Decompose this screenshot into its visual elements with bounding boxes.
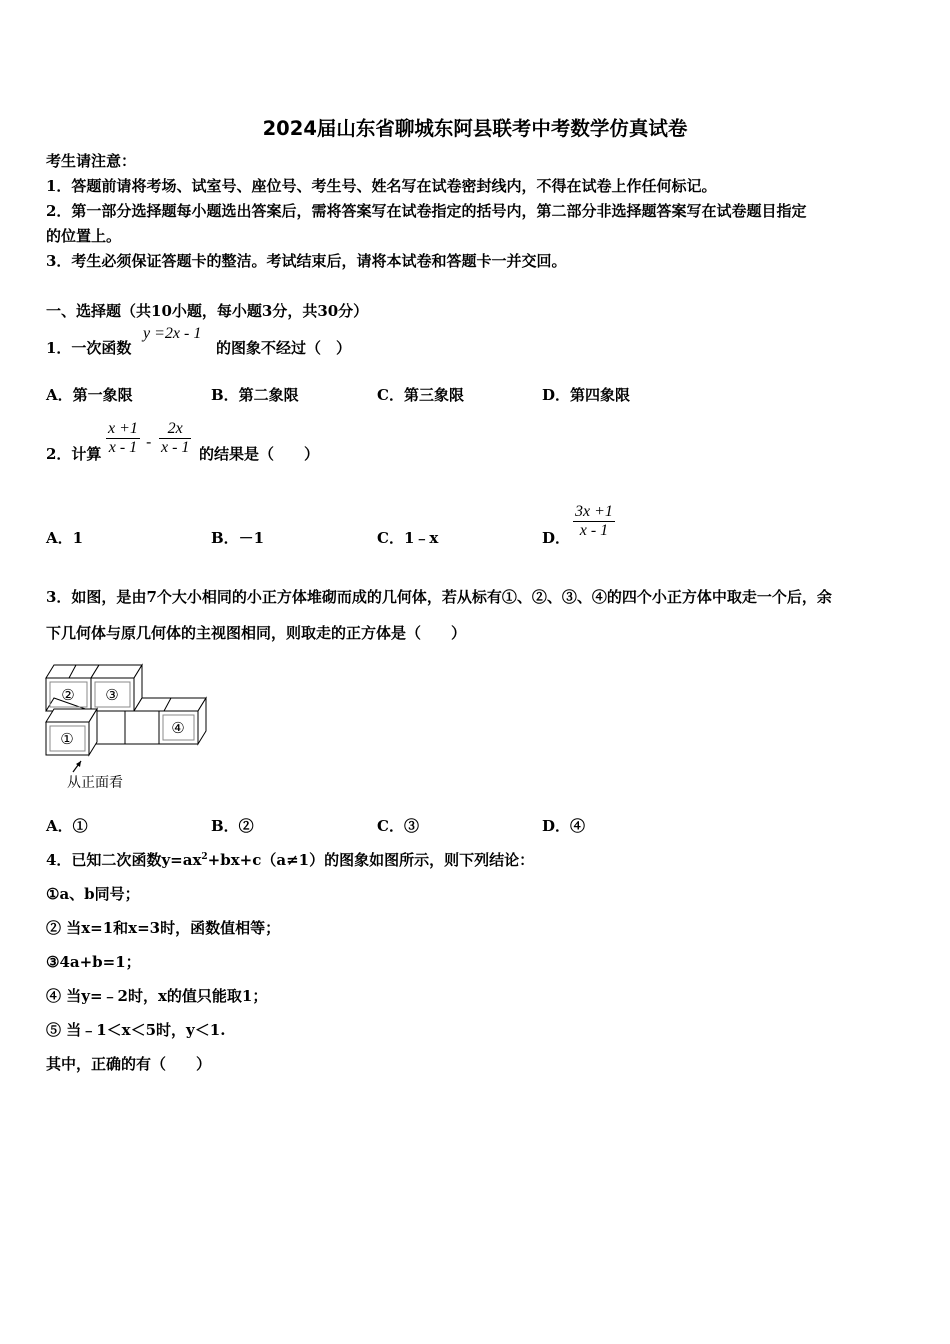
q4-statement-5: ⑤ 当﹣1＜x＜5时，y＜1. xyxy=(46,1021,226,1039)
q1-option-b[interactable]: B．第二象限 xyxy=(211,386,299,404)
notice-item-1: 1．答题前请将考场、试室号、座位号、考生号、姓名写在试卷密封线内，不得在试卷上作任何标记。 xyxy=(46,177,717,195)
q4-statement-2: ② 当x=1和x=3时，函数值相等； xyxy=(46,919,281,937)
q4-statement-3: ③4a+b=1； xyxy=(46,953,141,971)
q4-stem xyxy=(46,851,534,869)
q3-option-c[interactable]: C．③ xyxy=(377,817,419,835)
cube-label-1: ① xyxy=(60,730,74,748)
q2-frac2-denominator: x - 1 xyxy=(161,439,190,456)
q2-minus: - xyxy=(146,432,152,451)
notice-heading: 考生请注意： xyxy=(46,152,137,170)
q4-ask: 其中，正确的有（ ） xyxy=(46,1055,212,1073)
q1-suffix: 的图象不经过（ ） xyxy=(216,339,352,357)
cube-label-4: ④ xyxy=(171,719,185,737)
q2-frac1-numerator: x +1 xyxy=(108,420,138,437)
q4-stem-sup: 2 xyxy=(201,852,208,862)
q1-option-c[interactable]: C．第三象限 xyxy=(377,386,464,404)
q2-frac2-numerator: 2x xyxy=(159,420,191,439)
notice-item-2: 2．第一部分选择题每小题选出答案后，需将答案写在试卷指定的括号内，第二部分非选择题答案写在试卷题目指定 xyxy=(46,202,807,220)
q3-option-d[interactable]: D．④ xyxy=(542,817,586,835)
q4-statement-4: ④ 当y=﹣2时，x的值只能取1； xyxy=(46,987,268,1005)
q2-option-d[interactable]: D． xyxy=(542,529,571,547)
q2-option-d-fraction xyxy=(573,503,615,540)
q3-option-b[interactable]: B．② xyxy=(211,817,254,835)
q1-option-a[interactable]: A．第一象限 xyxy=(46,386,133,404)
q1-prefix: 1．一次函数 xyxy=(46,339,132,357)
q2-optd-denominator: x - 1 xyxy=(579,522,609,539)
cube-label-3: ③ xyxy=(105,686,119,704)
q2-optd-numerator: 3x +1 xyxy=(575,503,613,520)
q2-option-c[interactable]: C．1﹣x xyxy=(377,529,439,547)
q2-fraction-1 xyxy=(106,420,140,457)
page-title: 2024届山东省聊城东阿县联考中考数学仿真试卷 xyxy=(262,117,688,140)
q1-option-d[interactable]: D．第四象限 xyxy=(542,386,631,404)
figure-caption: 从正面看 xyxy=(67,775,123,791)
q2-frac1-denominator: x - 1 xyxy=(108,439,138,456)
q3-line-1: 3．如图，是由7个大小相同的小正方体堆砌而成的几何体，若从标有①、②、③、④的四个小正方体中取走一个后，余 xyxy=(46,588,832,606)
q4-stem-b: +bx+c（a≠1）的图象如图所示，则下列结论： xyxy=(207,851,535,869)
q2-option-a[interactable]: A．1 xyxy=(46,529,84,547)
cube-label-2: ② xyxy=(61,686,75,704)
q3-cube-figure xyxy=(40,660,215,795)
notice-item-2-cont: 的位置上。 xyxy=(46,227,122,245)
q2-prefix: 2．计算 xyxy=(46,445,102,463)
q1-formula: y =2x - 1 xyxy=(143,325,202,342)
section-heading: 一、选择题（共10小题，每小题3分，共30分） xyxy=(46,302,369,320)
q2-option-b[interactable]: B．－1 xyxy=(211,529,265,547)
q4-stem-a: 4．已知二次函数y=ax xyxy=(46,851,202,869)
notice-item-3: 3．考生必须保证答题卡的整洁。考试结束后，请将本试卷和答题卡一并交回。 xyxy=(46,252,567,270)
q2-fraction-2 xyxy=(159,420,191,457)
q3-option-a[interactable]: A．① xyxy=(46,817,88,835)
q4-statement-1: ①a、b同号； xyxy=(46,885,140,903)
q3-line-2: 下几何体与原几何体的主视图相同，则取走的正方体是（ ） xyxy=(46,624,467,642)
q2-suffix: 的结果是（ ） xyxy=(199,445,320,463)
